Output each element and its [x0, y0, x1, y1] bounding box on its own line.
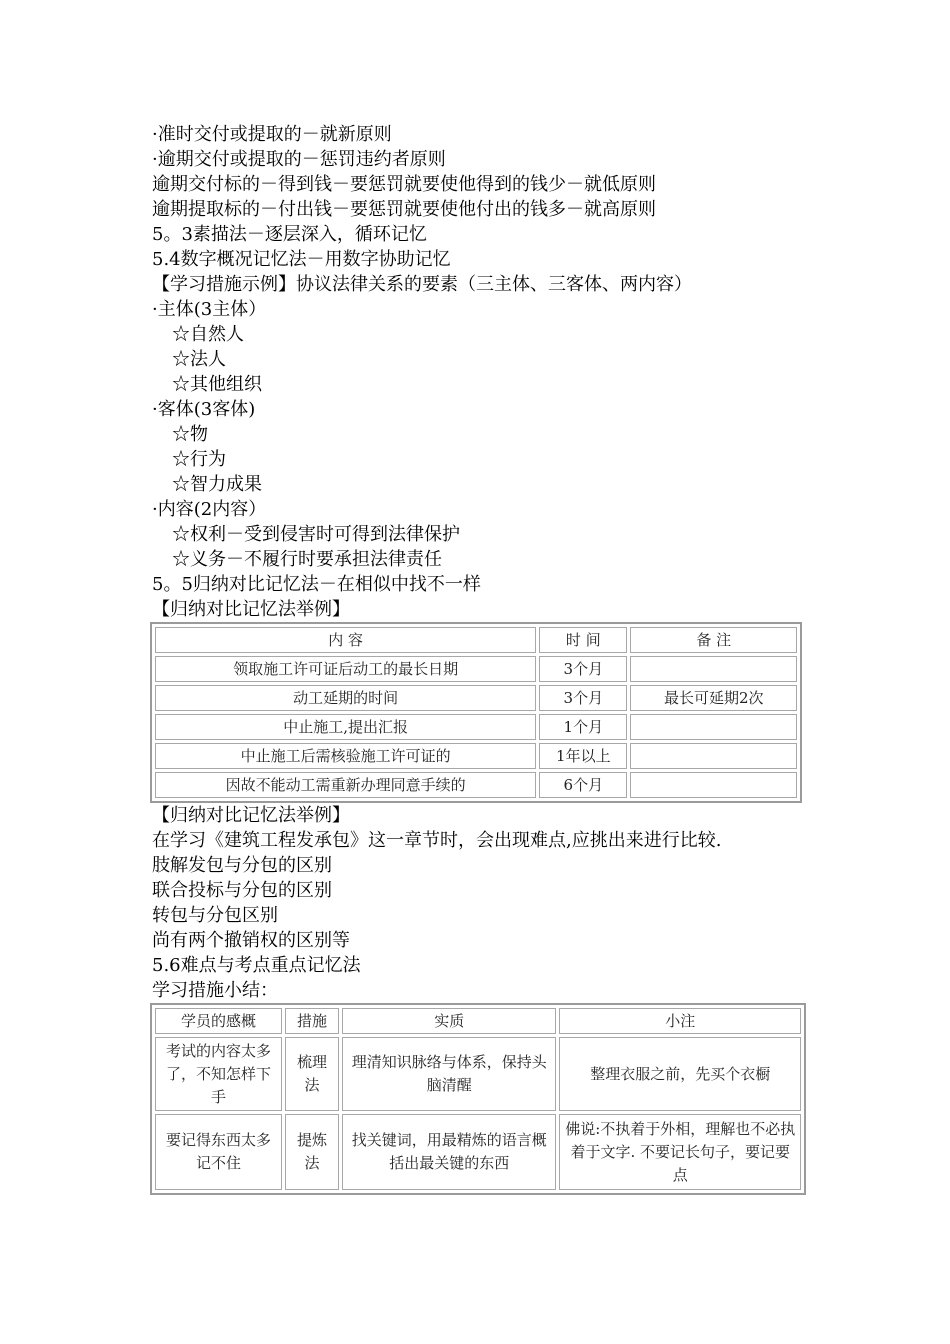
- table-cell: 佛说:不执着于外相，理解也不必执着于文字. 不要记长句子，要记要点: [559, 1114, 801, 1190]
- section-heading: 5.6难点与考点重点记忆法: [152, 955, 361, 976]
- text-line: 联合投标与分包的区别: [152, 880, 332, 901]
- table-header-cell: 时 间: [539, 627, 627, 653]
- table-cell: 整理衣服之前，先买个衣橱: [559, 1037, 801, 1111]
- table-cell: 领取施工许可证后动工的最长日期: [155, 656, 536, 682]
- table-cell: 梳理法: [285, 1037, 339, 1111]
- table-row: [155, 743, 797, 769]
- table-header-cell: 实质: [342, 1008, 556, 1034]
- table-row: [155, 772, 797, 798]
- list-item: ☆智力成果: [172, 474, 262, 495]
- text-line: 在学习《建筑工程发承包》这一章节时，会出现难点,应挑出来进行比较.: [152, 830, 722, 851]
- list-item: ☆物: [172, 424, 208, 445]
- text-line: 尚有两个撤销权的区别等: [152, 930, 350, 951]
- table-cell: [630, 743, 797, 769]
- example-label: 【归纳对比记忆法举例】: [152, 599, 350, 620]
- table-cell: 中止施工,提出汇报: [155, 714, 536, 740]
- table-row: [155, 685, 797, 711]
- text-line: 转包与分包区别: [152, 905, 278, 926]
- table-row: [155, 714, 797, 740]
- content-heading: ·内容(2内容）: [152, 499, 267, 520]
- table-cell: 理清知识脉络与体系，保持头脑清醒: [342, 1037, 556, 1111]
- table-header-cell: 内 容: [155, 627, 536, 653]
- list-item: ☆权利－受到侵害时可得到法律保护: [172, 524, 460, 545]
- table-cell: [630, 656, 797, 682]
- object-heading: ·客体(3客体): [152, 399, 256, 420]
- list-item: ☆法人: [172, 349, 226, 370]
- list-item: ☆行为: [172, 449, 226, 470]
- text-line: 逾期提取标的－付出钱－要惩罚就要使他付出的钱多－就高原则: [152, 199, 656, 220]
- example-heading: 【学习措施示例】协议法律关系的要素（三主体、三客体、两内容）: [152, 274, 692, 295]
- example-label: 【归纳对比记忆法举例】: [152, 805, 350, 826]
- section-heading: 5.4数字概况记忆法－用数字协助记忆: [152, 249, 451, 270]
- table-cell: 中止施工后需核验施工许可证的: [155, 743, 536, 769]
- table-cell: 3个月: [539, 685, 627, 711]
- table-cell: 动工延期的时间: [155, 685, 536, 711]
- table-cell: 要记得东西太多记不住: [155, 1114, 282, 1190]
- subject-heading: ·主体(3主体）: [152, 299, 267, 320]
- table-cell: 1个月: [539, 714, 627, 740]
- table-cell: 3个月: [539, 656, 627, 682]
- text-line: 肢解发包与分包的区别: [152, 855, 332, 876]
- table-row: [155, 1037, 801, 1111]
- table-cell: [630, 772, 797, 798]
- table-cell: 最长可延期2次: [630, 685, 797, 711]
- list-item: ☆其他组织: [172, 374, 262, 395]
- table-row: [155, 1114, 801, 1190]
- table-cell: 考试的内容太多了，不知怎样下手: [155, 1037, 282, 1111]
- table-header-cell: 措施: [285, 1008, 339, 1034]
- table-row: [155, 656, 797, 682]
- table-cell: 6个月: [539, 772, 627, 798]
- table-cell: 因故不能动工需重新办理同意手续的: [155, 772, 536, 798]
- section-heading: 5。3素描法－逐层深入，循环记忆: [152, 224, 427, 245]
- table-cell: [630, 714, 797, 740]
- summary-label: 学习措施小结：: [152, 980, 278, 1001]
- list-item: ☆自然人: [172, 324, 244, 345]
- table-header-cell: 小注: [559, 1008, 801, 1034]
- table-header-row: [155, 627, 797, 653]
- document-page: [152, 122, 812, 1195]
- table-cell: 找关键词，用最精炼的语言概括出最关键的东西: [342, 1114, 556, 1190]
- text-line: ·逾期交付或提取的－惩罚违约者原则: [152, 149, 446, 170]
- table-cell: 1年以上: [539, 743, 627, 769]
- text-line: ·准时交付或提取的－就新原则: [152, 124, 392, 145]
- table-header-row: [155, 1008, 801, 1034]
- summary-table: [150, 1003, 806, 1195]
- table-header-cell: 学员的感概: [155, 1008, 282, 1034]
- list-item: ☆义务－不履行时要承担法律责任: [172, 549, 442, 570]
- section-heading: 5。5归纳对比记忆法－在相似中找不一样: [152, 574, 481, 595]
- comparison-table: [150, 622, 802, 803]
- table-cell: 提炼法: [285, 1114, 339, 1190]
- text-line: 逾期交付标的－得到钱－要惩罚就要使他得到的钱少－就低原则: [152, 174, 656, 195]
- table-header-cell: 备 注: [630, 627, 797, 653]
